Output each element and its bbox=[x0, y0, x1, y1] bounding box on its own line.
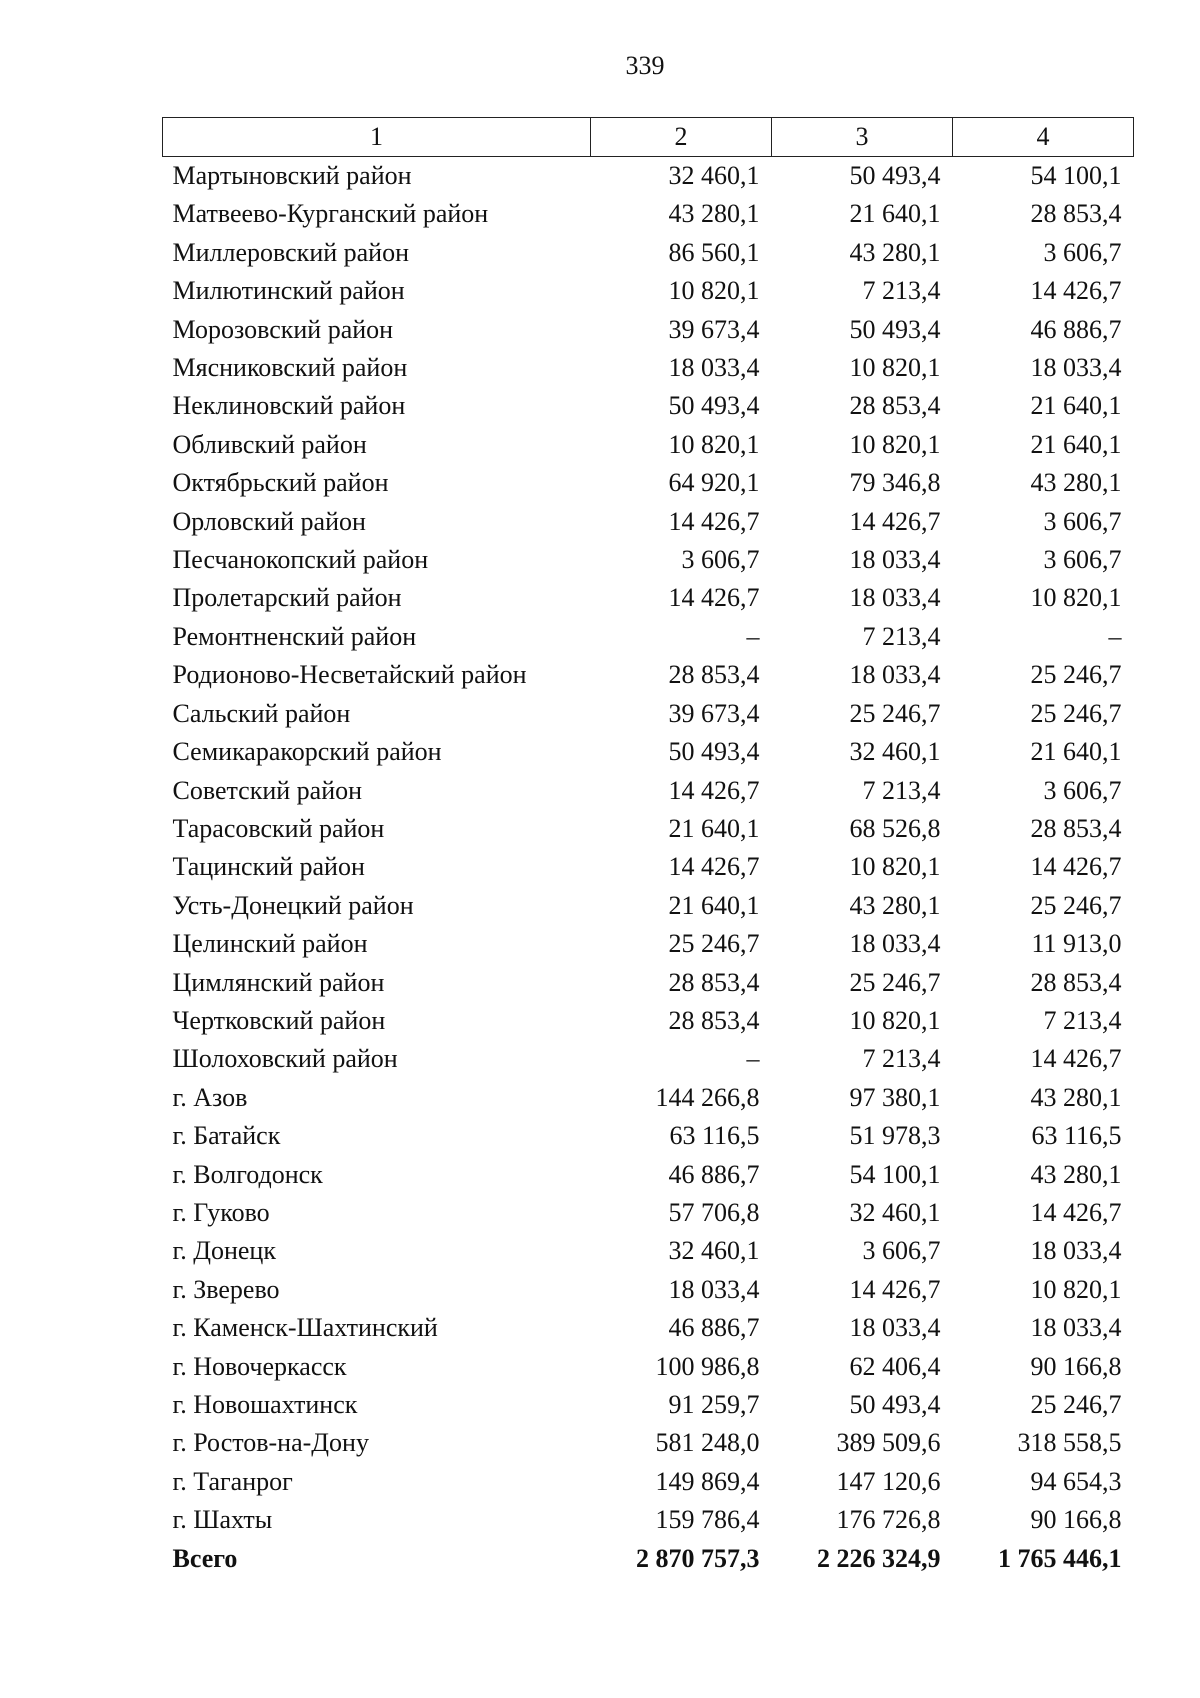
value-col-4: 43 280,1 bbox=[1030, 1082, 1122, 1112]
table-row bbox=[163, 1002, 1134, 1040]
table-row bbox=[163, 1424, 1134, 1462]
region-name: Целинский район bbox=[172, 929, 368, 959]
value-col-2: 21 640,1 bbox=[668, 813, 760, 843]
value-col-3: 43 280,1 bbox=[849, 890, 941, 920]
value-col-4: 10 820,1 bbox=[1030, 583, 1122, 613]
value-col-4: 14 426,7 bbox=[1030, 276, 1122, 306]
value-col-3: 51 978,3 bbox=[849, 1121, 941, 1151]
region-name: Советский район bbox=[172, 775, 363, 805]
value-col-2: 159 786,4 bbox=[655, 1505, 760, 1535]
value-col-2: 21 640,1 bbox=[668, 890, 760, 920]
value-col-2: 100 986,8 bbox=[655, 1351, 760, 1381]
value-col-3: 14 426,7 bbox=[849, 506, 941, 536]
value-col-4: 14 426,7 bbox=[1030, 1044, 1122, 1074]
value-col-2: 46 886,7 bbox=[668, 1313, 760, 1343]
data-table bbox=[162, 117, 1134, 1578]
region-name: Родионово-Несветайский район bbox=[172, 660, 527, 690]
value-col-2: 25 246,7 bbox=[668, 929, 760, 959]
value-col-4: 318 558,5 bbox=[1017, 1428, 1122, 1458]
table-row bbox=[163, 618, 1134, 656]
value-col-2: 28 853,4 bbox=[668, 1005, 760, 1035]
total-row bbox=[163, 1540, 1134, 1578]
table-row bbox=[163, 272, 1134, 310]
value-col-3: 10 820,1 bbox=[849, 429, 941, 459]
value-col-3: 10 820,1 bbox=[849, 353, 941, 383]
value-col-2: 46 886,7 bbox=[668, 1159, 760, 1189]
value-col-3: 79 346,8 bbox=[849, 468, 941, 498]
region-name: Октябрьский район bbox=[172, 468, 389, 498]
value-col-2: 39 673,4 bbox=[668, 314, 760, 344]
value-col-4: 90 166,8 bbox=[1030, 1505, 1122, 1535]
table-row bbox=[163, 541, 1134, 579]
table-row bbox=[163, 426, 1134, 464]
value-col-2: 14 426,7 bbox=[668, 583, 760, 613]
region-name: Сальский район bbox=[172, 698, 351, 728]
value-col-3: 25 246,7 bbox=[849, 967, 941, 997]
value-col-4: – bbox=[1108, 621, 1122, 651]
value-col-2: 50 493,4 bbox=[668, 391, 760, 421]
value-col-3: 176 726,8 bbox=[836, 1505, 941, 1535]
value-col-4: 28 853,4 bbox=[1030, 967, 1122, 997]
value-col-4: 28 853,4 bbox=[1030, 813, 1122, 843]
header-col-2: 2 bbox=[591, 118, 772, 157]
value-col-4: 43 280,1 bbox=[1030, 1159, 1122, 1189]
total-value-col-4: 1 765 446,1 bbox=[998, 1543, 1122, 1573]
region-name: Песчанокопский район bbox=[172, 545, 429, 575]
value-col-3: 147 120,6 bbox=[836, 1466, 941, 1496]
value-col-2: 10 820,1 bbox=[668, 429, 760, 459]
value-col-2: 10 820,1 bbox=[668, 276, 760, 306]
table-row bbox=[163, 1501, 1134, 1539]
table-row bbox=[163, 695, 1134, 733]
region-name: Шолоховский район bbox=[172, 1044, 398, 1074]
value-col-4: 63 116,5 bbox=[1031, 1121, 1122, 1151]
region-name: г. Батайск bbox=[172, 1121, 281, 1151]
region-name: г. Новочеркасск bbox=[172, 1351, 347, 1381]
value-col-2: 149 869,4 bbox=[655, 1466, 760, 1496]
region-name: Усть-Донецкий район bbox=[172, 890, 414, 920]
value-col-4: 25 246,7 bbox=[1030, 1390, 1122, 1419]
table-row bbox=[163, 925, 1134, 963]
value-col-3: 10 820,1 bbox=[849, 852, 941, 882]
value-col-3: 97 380,1 bbox=[849, 1082, 941, 1112]
value-col-3: 43 280,1 bbox=[849, 237, 941, 267]
table-row bbox=[163, 349, 1134, 387]
value-col-4: 3 606,7 bbox=[1043, 237, 1122, 267]
value-col-3: 50 493,4 bbox=[849, 314, 941, 344]
value-col-3: 18 033,4 bbox=[849, 929, 941, 959]
value-col-2: 28 853,4 bbox=[668, 967, 760, 997]
region-name: Морозовский район bbox=[172, 314, 394, 344]
value-col-4: 25 246,7 bbox=[1030, 660, 1122, 690]
value-col-4: 46 886,7 bbox=[1030, 314, 1122, 344]
value-col-3: 25 246,7 bbox=[849, 698, 941, 728]
region-name: г. Каменск-Шахтинский bbox=[172, 1313, 438, 1343]
value-col-2: 3 606,7 bbox=[681, 545, 760, 575]
value-col-3: 3 606,7 bbox=[862, 1236, 941, 1266]
table-row bbox=[163, 579, 1134, 617]
region-name: г. Ростов-на-Дону bbox=[172, 1428, 369, 1458]
value-col-2: 14 426,7 bbox=[668, 775, 760, 805]
value-col-4: 28 853,4 bbox=[1030, 199, 1122, 229]
value-col-2: 64 920,1 bbox=[668, 468, 760, 498]
value-col-3: 10 820,1 bbox=[849, 1005, 941, 1035]
region-name: Цимлянский район bbox=[172, 967, 385, 997]
table-row bbox=[163, 1271, 1134, 1309]
value-col-4: 3 606,7 bbox=[1043, 775, 1122, 805]
value-col-4: 21 640,1 bbox=[1030, 737, 1122, 767]
value-col-2: 144 266,8 bbox=[655, 1082, 760, 1112]
table-row bbox=[163, 157, 1134, 196]
region-name: г. Шахты bbox=[172, 1505, 273, 1535]
value-col-4: 21 640,1 bbox=[1030, 391, 1122, 421]
value-col-3: 68 526,8 bbox=[849, 813, 941, 843]
value-col-3: 14 426,7 bbox=[849, 1274, 941, 1304]
value-col-2: 63 116,5 bbox=[669, 1121, 760, 1151]
value-col-4: 10 820,1 bbox=[1030, 1274, 1122, 1304]
region-name: Матвеево-Курганский район bbox=[172, 199, 489, 229]
table-row bbox=[163, 1079, 1134, 1117]
region-name: Пролетарский район bbox=[172, 583, 402, 613]
table-row bbox=[163, 1463, 1134, 1501]
region-name: Мясниковский район bbox=[172, 353, 408, 383]
value-col-3: 21 640,1 bbox=[849, 199, 941, 229]
table-row bbox=[163, 964, 1134, 1002]
table-row bbox=[163, 1194, 1134, 1232]
table-row bbox=[163, 464, 1134, 502]
value-col-3: 7 213,4 bbox=[862, 1044, 941, 1074]
value-col-2: 14 426,7 bbox=[668, 506, 760, 536]
value-col-2: 86 560,1 bbox=[668, 237, 760, 267]
region-name: Чертковский район bbox=[172, 1005, 386, 1035]
value-col-3: 18 033,4 bbox=[849, 545, 941, 575]
value-col-3: 50 493,4 bbox=[849, 1390, 941, 1419]
value-col-4: 14 426,7 bbox=[1030, 852, 1122, 882]
value-col-3: 7 213,4 bbox=[862, 276, 941, 306]
table-row bbox=[163, 195, 1134, 233]
region-name: г. Донецк bbox=[172, 1236, 276, 1266]
value-col-4: 25 246,7 bbox=[1030, 698, 1122, 728]
header-col-3: 3 bbox=[772, 118, 953, 157]
table-row bbox=[163, 772, 1134, 810]
value-col-4: 18 033,4 bbox=[1030, 353, 1122, 383]
value-col-3: 7 213,4 bbox=[862, 621, 941, 651]
region-name: Семикаракорский район bbox=[172, 737, 442, 767]
value-col-4: 25 246,7 bbox=[1030, 890, 1122, 920]
region-name: г. Азов bbox=[172, 1082, 248, 1112]
header-col-1: 1 bbox=[163, 118, 591, 157]
value-col-3: 18 033,4 bbox=[849, 583, 941, 613]
table-row bbox=[163, 733, 1134, 771]
region-name: г. Зверево bbox=[172, 1274, 280, 1304]
table-header bbox=[163, 118, 1134, 157]
region-name: Милютинский район bbox=[172, 276, 405, 306]
value-col-4: 7 213,4 bbox=[1043, 1005, 1122, 1035]
value-col-3: 389 509,6 bbox=[836, 1428, 941, 1458]
region-name: Тарасовский район bbox=[172, 813, 385, 843]
value-col-3: 62 406,4 bbox=[849, 1351, 941, 1381]
table-row bbox=[163, 1117, 1134, 1155]
table-body bbox=[163, 157, 1134, 1579]
table-row bbox=[163, 311, 1134, 349]
value-col-3: 18 033,4 bbox=[849, 660, 941, 690]
total-value-col-3: 2 226 324,9 bbox=[817, 1543, 941, 1573]
value-col-2: 43 280,1 bbox=[668, 199, 760, 229]
value-col-4: 11 913,0 bbox=[1031, 929, 1122, 959]
value-col-2: 14 426,7 bbox=[668, 852, 760, 882]
value-col-4: 54 100,1 bbox=[1030, 161, 1122, 190]
region-name: Неклиновский район bbox=[172, 391, 406, 421]
value-col-3: 54 100,1 bbox=[849, 1159, 941, 1189]
table-row bbox=[163, 1309, 1134, 1347]
value-col-2: – bbox=[746, 1044, 760, 1074]
region-name: г. Гуково bbox=[172, 1197, 270, 1227]
total-region-name: Всего bbox=[172, 1543, 238, 1573]
region-name: г. Таганрог bbox=[172, 1466, 293, 1496]
table-row bbox=[163, 1348, 1134, 1386]
value-col-4: 14 426,7 bbox=[1030, 1197, 1122, 1227]
value-col-3: 32 460,1 bbox=[849, 1197, 941, 1227]
region-name: г. Новошахтинск bbox=[172, 1390, 358, 1419]
value-col-2: 581 248,0 bbox=[655, 1428, 760, 1458]
page-number: 339 bbox=[625, 51, 665, 80]
value-col-2: 57 706,8 bbox=[668, 1197, 760, 1227]
region-name: Тацинский район bbox=[172, 852, 365, 882]
value-col-2: 32 460,1 bbox=[668, 161, 760, 190]
table-row bbox=[163, 656, 1134, 694]
table-row bbox=[163, 1156, 1134, 1194]
value-col-2: 18 033,4 bbox=[668, 353, 760, 383]
value-col-2: – bbox=[746, 621, 760, 651]
region-name: Ремонтненский район bbox=[172, 621, 417, 651]
value-col-4: 3 606,7 bbox=[1043, 506, 1122, 536]
value-col-4: 3 606,7 bbox=[1043, 545, 1122, 575]
value-col-2: 39 673,4 bbox=[668, 698, 760, 728]
value-col-3: 28 853,4 bbox=[849, 391, 941, 421]
value-col-3: 50 493,4 bbox=[849, 161, 941, 190]
header-col-4: 4 bbox=[953, 118, 1134, 157]
table-row bbox=[163, 1232, 1134, 1270]
table-row bbox=[163, 1040, 1134, 1078]
value-col-3: 32 460,1 bbox=[849, 737, 941, 767]
region-name: г. Волгодонск bbox=[172, 1159, 323, 1189]
value-col-2: 28 853,4 bbox=[668, 660, 760, 690]
header-row bbox=[163, 118, 1134, 157]
value-col-2: 32 460,1 bbox=[668, 1236, 760, 1266]
value-col-2: 18 033,4 bbox=[668, 1274, 760, 1304]
value-col-4: 21 640,1 bbox=[1030, 429, 1122, 459]
total-value-col-2: 2 870 757,3 bbox=[636, 1543, 760, 1573]
value-col-4: 18 033,4 bbox=[1030, 1236, 1122, 1266]
value-col-3: 7 213,4 bbox=[862, 775, 941, 805]
table-row bbox=[163, 503, 1134, 541]
region-name: Миллеровский район bbox=[172, 237, 410, 267]
value-col-4: 90 166,8 bbox=[1030, 1351, 1122, 1381]
value-col-3: 18 033,4 bbox=[849, 1313, 941, 1343]
value-col-4: 94 654,3 bbox=[1030, 1466, 1122, 1496]
region-name: Обливский район bbox=[172, 429, 367, 459]
value-col-2: 50 493,4 bbox=[668, 737, 760, 767]
table-row bbox=[163, 810, 1134, 848]
table-row bbox=[163, 1386, 1134, 1424]
table-row bbox=[163, 234, 1134, 272]
table-row bbox=[163, 887, 1134, 925]
region-name: Орловский район bbox=[172, 506, 366, 536]
value-col-4: 18 033,4 bbox=[1030, 1313, 1122, 1343]
value-col-2: 91 259,7 bbox=[668, 1390, 760, 1419]
value-col-4: 43 280,1 bbox=[1030, 468, 1122, 498]
table-row bbox=[163, 848, 1134, 886]
table-row bbox=[163, 387, 1134, 425]
region-name: Мартыновский район bbox=[172, 161, 412, 190]
